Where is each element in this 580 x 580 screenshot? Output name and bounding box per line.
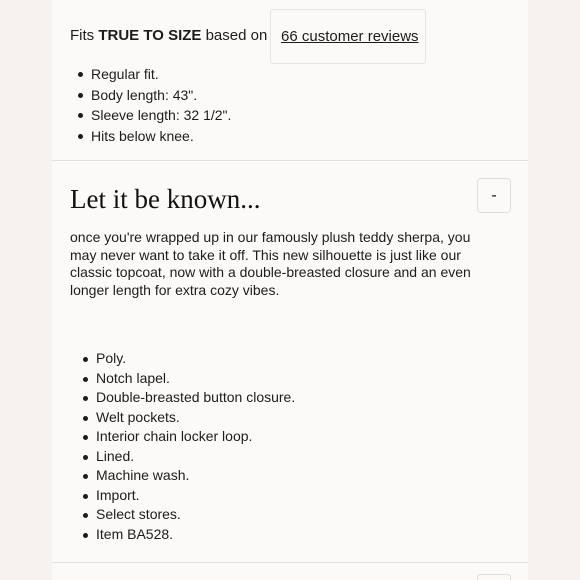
- customer-reviews-link[interactable]: 66 customer reviews: [281, 28, 419, 45]
- customer-reviews-button[interactable]: [270, 9, 426, 64]
- section-divider: [52, 160, 528, 161]
- list-item: Regular fit.: [91, 64, 231, 85]
- list-item: Import.: [96, 486, 295, 506]
- list-item: Machine wash.: [96, 466, 295, 486]
- product-details-panel: [52, 0, 528, 580]
- list-item: Notch lapel.: [96, 369, 295, 389]
- fit-emphasis: TRUE TO SIZE: [98, 27, 202, 44]
- fit-suffix: based on: [205, 27, 268, 44]
- list-item: Interior chain locker loop.: [96, 427, 295, 447]
- list-item: Item BA528.: [96, 525, 295, 545]
- product-description: once you're wrapped up in our famously plush teddy sherpa, you may never want to take it off. This new silhouette is just like our classic topcoat, now with a double-breasted closure and an even longer length for extra cozy vibes.: [70, 229, 471, 298]
- fit-details-list: [91, 64, 231, 146]
- section-divider: [52, 562, 528, 563]
- list-item: Select stores.: [96, 505, 295, 525]
- list-item: Welt pockets.: [96, 408, 295, 428]
- list-item: Sleeve length: 32 1/2".: [91, 105, 231, 126]
- list-item: Hits below knee.: [91, 126, 231, 147]
- list-item: Lined.: [96, 447, 295, 467]
- fit-summary: [70, 26, 267, 46]
- next-section-toggle-button[interactable]: [477, 574, 511, 580]
- list-item: Body length: 43".: [91, 85, 231, 106]
- section-title: Let it be known...: [70, 184, 261, 214]
- list-item: Double-breasted button closure.: [96, 388, 295, 408]
- product-details-list: [96, 349, 295, 544]
- collapse-section-button[interactable]: -: [477, 178, 511, 213]
- list-item: Poly.: [96, 349, 295, 369]
- fit-prefix: Fits: [70, 27, 95, 44]
